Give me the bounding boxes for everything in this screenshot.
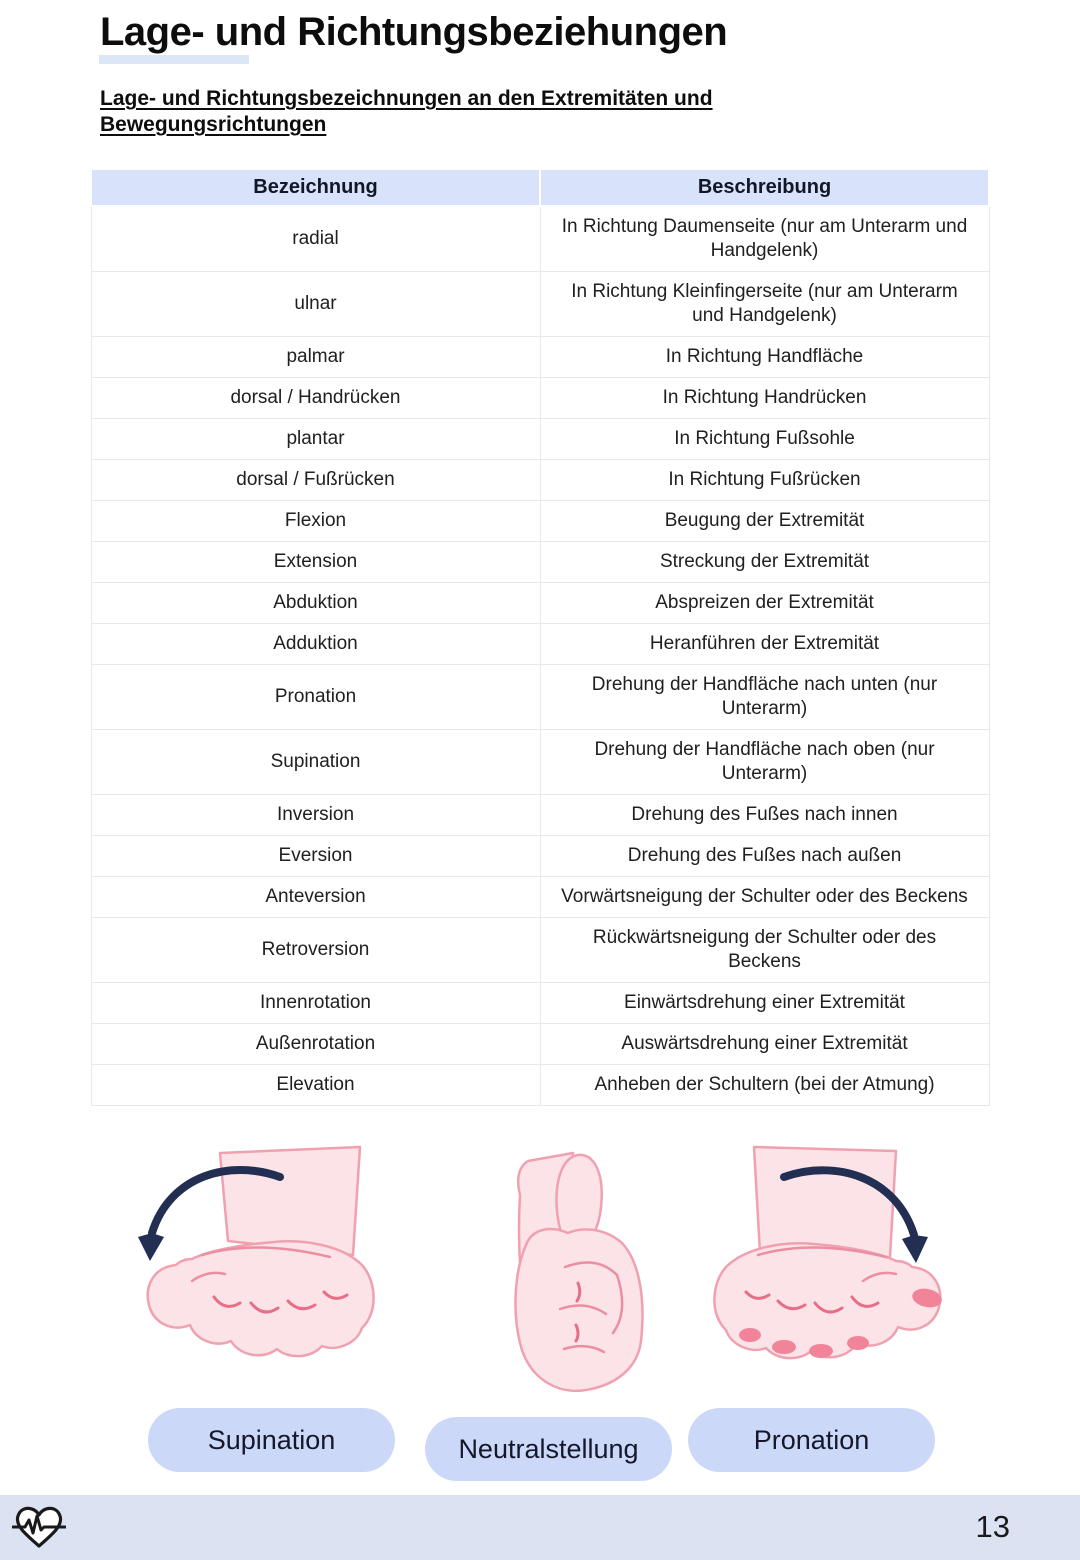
term-cell: Abduktion	[91, 583, 540, 624]
term-cell: palmar	[91, 337, 540, 378]
supination-hand-illustration	[110, 1145, 400, 1395]
description-cell: Heranführen der Extremität	[540, 624, 989, 665]
neutral-hand-illustration	[468, 1145, 688, 1400]
column-header-beschreibung: Beschreibung	[540, 169, 989, 206]
table-header-row	[91, 169, 989, 206]
table-row	[91, 542, 989, 583]
term-cell: Extension	[91, 542, 540, 583]
term-cell: Elevation	[91, 1065, 540, 1106]
term-cell: Adduktion	[91, 624, 540, 665]
title-highlight-bar	[99, 55, 249, 64]
term-cell: dorsal / Handrücken	[91, 378, 540, 419]
description-cell: Drehung des Fußes nach außen	[540, 836, 989, 877]
table-row	[91, 419, 989, 460]
description-cell: Drehung des Fußes nach innen	[540, 795, 989, 836]
term-cell: dorsal / Fußrücken	[91, 460, 540, 501]
term-cell: Inversion	[91, 795, 540, 836]
page-footer	[0, 1495, 1080, 1560]
label-pill-neutralstellung: Neutralstellung	[425, 1417, 672, 1481]
table-body	[91, 206, 989, 1106]
description-cell: In Richtung Fußrücken	[540, 460, 989, 501]
table-row	[91, 378, 989, 419]
table-row	[91, 983, 989, 1024]
term-cell: Eversion	[91, 836, 540, 877]
description-cell: Abspreizen der Extremität	[540, 583, 989, 624]
term-cell: radial	[91, 206, 540, 272]
term-cell: Flexion	[91, 501, 540, 542]
description-cell: Vorwärtsneigung der Schulter oder des Beckens	[540, 877, 989, 918]
description-cell: Drehung der Handfläche nach unten (nur Unterarm)	[540, 665, 989, 730]
table-row	[91, 877, 989, 918]
description-cell: In Richtung Daumenseite (nur am Unterarm und Handgelenk)	[540, 206, 989, 272]
table-row	[91, 624, 989, 665]
term-cell: ulnar	[91, 272, 540, 337]
page-number: 13	[975, 1509, 1010, 1544]
table-row	[91, 795, 989, 836]
table-row	[91, 730, 989, 795]
label-pill-pronation: Pronation	[688, 1408, 935, 1472]
table-row	[91, 1024, 989, 1065]
description-cell: Streckung der Extremität	[540, 542, 989, 583]
description-cell: Auswärtsdrehung einer Extremität	[540, 1024, 989, 1065]
page-title: Lage- und Richtungsbeziehungen	[100, 10, 728, 54]
table-row	[91, 836, 989, 877]
label-pill-supination: Supination	[148, 1408, 395, 1472]
table-row	[91, 337, 989, 378]
term-cell: Außenrotation	[91, 1024, 540, 1065]
heartbeat-icon	[12, 1501, 66, 1560]
term-cell: Pronation	[91, 665, 540, 730]
description-cell: Rückwärtsneigung der Schulter oder des Beckens	[540, 918, 989, 983]
term-cell: Anteversion	[91, 877, 540, 918]
term-cell: Retroversion	[91, 918, 540, 983]
description-cell: Einwärtsdrehung einer Extremität	[540, 983, 989, 1024]
description-cell: In Richtung Handfläche	[540, 337, 989, 378]
pronation-hand-illustration	[706, 1145, 976, 1400]
term-cell: Innenrotation	[91, 983, 540, 1024]
term-cell: Supination	[91, 730, 540, 795]
description-cell: Beugung der Extremität	[540, 501, 989, 542]
description-cell: Drehung der Handfläche nach oben (nur Unterarm)	[540, 730, 989, 795]
table-row	[91, 460, 989, 501]
table-row	[91, 501, 989, 542]
description-cell: In Richtung Kleinfingerseite (nur am Unterarm und Handgelenk)	[540, 272, 989, 337]
column-header-bezeichnung: Bezeichnung	[91, 169, 540, 206]
table-row	[91, 206, 989, 272]
description-cell: Anheben der Schultern (bei der Atmung)	[540, 1065, 989, 1106]
table-row	[91, 665, 989, 730]
table-row	[91, 272, 989, 337]
table-row	[91, 1065, 989, 1106]
term-cell: plantar	[91, 419, 540, 460]
description-cell: In Richtung Handrücken	[540, 378, 989, 419]
terminology-table	[90, 168, 990, 1106]
description-cell: In Richtung Fußsohle	[540, 419, 989, 460]
table-row	[91, 583, 989, 624]
section-subtitle: Lage- und Richtungsbezeichnungen an den Extremitäten und Bewegungsrichtungen	[100, 87, 713, 136]
table-row	[91, 918, 989, 983]
